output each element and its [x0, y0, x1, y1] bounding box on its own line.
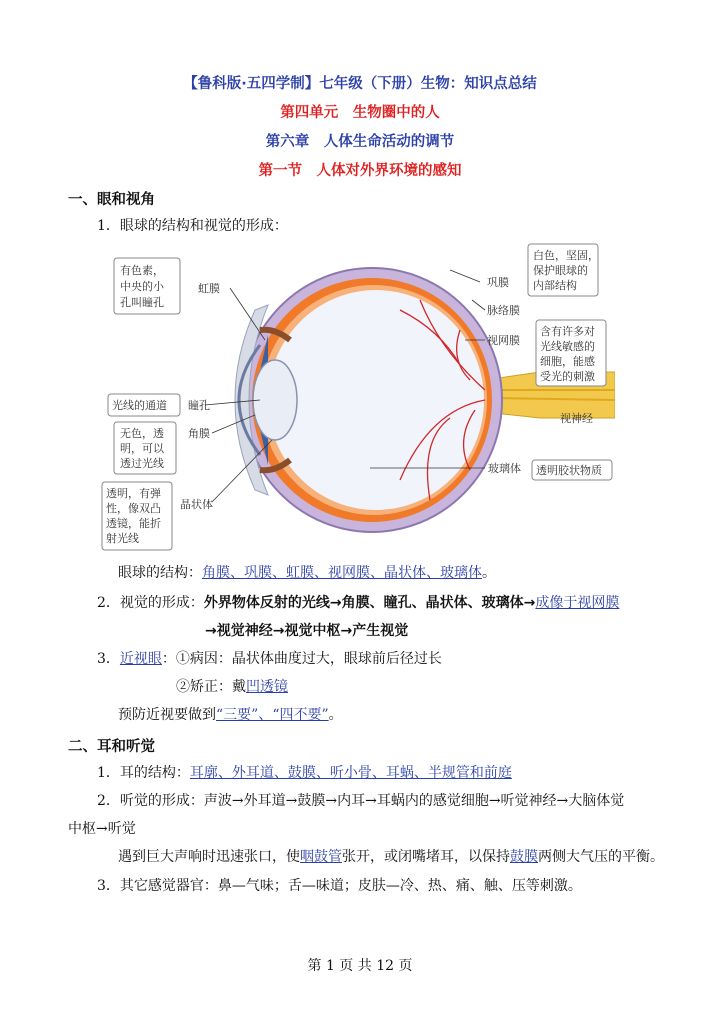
pupil-note: 光线的通道 [112, 399, 167, 412]
chapter-title: 第六章 人体生命活动的调节 [265, 134, 455, 150]
retina-label: 视网膜 [487, 334, 520, 347]
vision-formation-path-1: 外界物体反射的光线→角膜、瞳孔、晶状体、玻璃体→ [203, 595, 536, 611]
sclera-note-line-2: 保护眼球的 [533, 264, 588, 277]
cornea-note-line-3: 透过光线 [120, 457, 164, 470]
ear-structure-prefix: 1．耳的结构： [97, 765, 190, 781]
myopia-prevention-answer: “三要”、“四不要” [216, 707, 329, 723]
ear-structure-answer: 耳廓、外耳道、鼓膜、听小骨、耳蜗、半规管和前庭 [189, 765, 512, 781]
ear-structure-line [97, 763, 512, 783]
noise-text-c: 张开，或闭嘴堵耳，以保持 [342, 849, 510, 865]
eardrum-answer: 鼓膜 [510, 849, 538, 865]
other-senses-line: 3．其它感觉器官：鼻—气味；舌—味道；皮肤—冷、热、痛、触、压等刺激。 [97, 878, 582, 894]
retina-note-line-1: 含有许多对 [540, 325, 595, 338]
myopia-correction-answer: 凹透镜 [246, 679, 288, 695]
myopia-prevention-end: 。 [328, 707, 343, 723]
hearing-formation-line-1: 2．听觉的形成：声波→外耳道→鼓膜→内耳→耳蜗内的感觉细胞→听觉神经→大脑体觉 [97, 793, 625, 809]
part2-heading: 二、耳和听觉 [68, 739, 155, 755]
eyeball-diagram [100, 240, 615, 552]
myopia-number: 3． [97, 651, 120, 667]
retina-note-line-4: 受光的刺激 [540, 370, 595, 383]
lens-note-line-2: 性，像双凸 [106, 502, 161, 515]
sclera-note-line-3: 内部结构 [533, 279, 577, 292]
pupil-label: 瞳孔 [188, 399, 210, 412]
iris-note-line-3: 孔叫瞳孔 [120, 296, 164, 309]
myopia-cause: ：①病因：晶状体曲度过大，眼球前后径过长 [161, 651, 442, 667]
cornea-note-line-2: 明，可以 [120, 442, 164, 455]
part1-heading: 一、眼和视角 [68, 192, 155, 208]
vision-formation-path-2: →视觉神经→视觉中枢→产生视觉 [205, 623, 409, 639]
eye-structure-prefix: 眼球的结构： [118, 565, 202, 581]
sclera-note-line-1: 白色，坚固， [533, 249, 599, 262]
section-title: 第一节 人体对外界环境的感知 [258, 163, 462, 179]
eye-structure-answer: 角膜、巩膜、虹膜、视网膜、晶状体、玻璃体 [202, 565, 482, 581]
cornea-note-line-1: 无色，透 [120, 427, 164, 440]
lens-note-line-4: 射光线 [106, 532, 139, 545]
vision-formation-prefix: 2．视觉的形成： [97, 595, 204, 611]
myopia-term: 近视眼 [119, 651, 162, 667]
unit-title: 第四单元 生物圈中的人 [280, 105, 440, 121]
noise-text-e: 两侧大气压的平衡。 [538, 849, 664, 865]
eye-structure-line [118, 563, 496, 583]
part1-item1: 1．眼球的结构和视觉的形成： [97, 218, 288, 234]
iris-note-line-1: 有色素， [120, 264, 164, 277]
iris-label: 虹膜 [198, 282, 220, 295]
lens-note-line-3: 透镜，能折 [106, 517, 161, 530]
vision-formation-line [97, 593, 619, 613]
myopia-cause-line [97, 649, 442, 669]
lens-label: 晶状体 [180, 498, 213, 511]
noise-protection-line [118, 847, 664, 867]
myopia-correction-prefix: ②矫正：戴 [176, 679, 246, 695]
cornea-label: 角膜 [188, 427, 210, 440]
eustachian-tube-answer: 咽鼓管 [300, 849, 342, 865]
sclera-label: 巩膜 [487, 276, 509, 289]
vision-formation-answer: 成像于视网膜 [535, 595, 620, 611]
choroid-label: 脉络膜 [487, 304, 520, 317]
document-title: 【鲁科版·五四学制】七年级（下册）生物：知识点总结 [183, 76, 537, 92]
retina-note-line-2: 光线敏感的 [540, 340, 595, 353]
myopia-prevention-prefix: 预防近视要做到 [118, 707, 216, 723]
myopia-correction-line [176, 677, 288, 697]
retina-note-line-3: 细胞，能感 [540, 355, 595, 368]
page-number: 第 1 页 共 12 页 [307, 958, 413, 974]
lens-note-line-1: 透明，有弹 [106, 487, 161, 500]
eye-structure-end: 。 [482, 565, 496, 581]
myopia-prevention-line [118, 705, 343, 725]
iris-note-line-2: 中央的小 [120, 280, 164, 293]
vitreous-label: 玻璃体 [488, 462, 521, 475]
vitreous-note: 透明胶状物质 [536, 464, 602, 477]
optic-nerve-label: 视神经 [560, 412, 593, 425]
hearing-formation-line-2: 中枢→听觉 [68, 821, 136, 837]
noise-text-a: 遇到巨大声响时迅速张口，使 [118, 849, 300, 865]
